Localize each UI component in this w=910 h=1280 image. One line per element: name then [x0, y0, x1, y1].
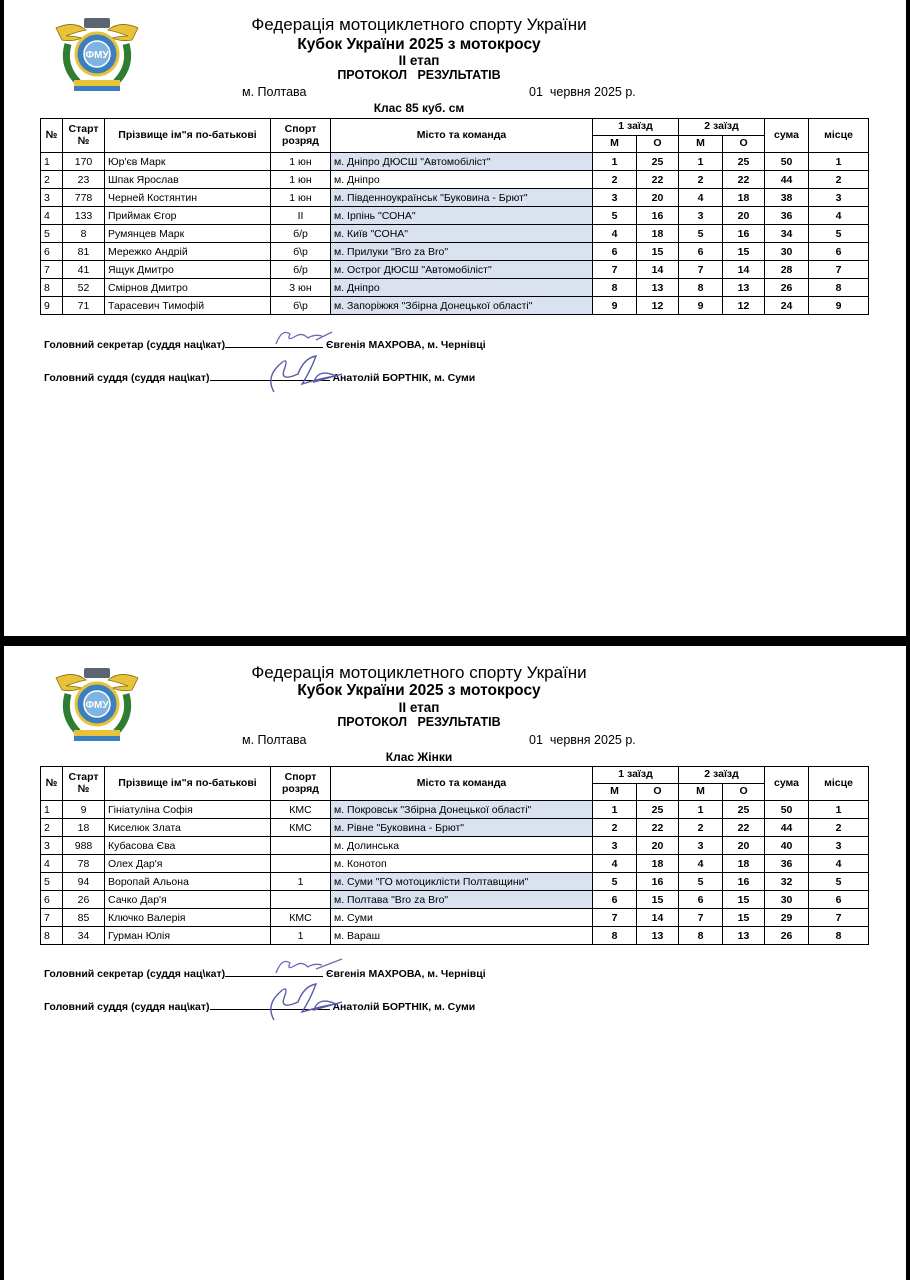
cell-start: 988	[63, 837, 105, 855]
cell-race2-o: 22	[723, 171, 765, 189]
table-row	[41, 153, 869, 171]
cell-name: Кубасова Єва	[105, 837, 271, 855]
cell-name: Ящук Дмитро	[105, 261, 271, 279]
cell-place: 2	[809, 819, 869, 837]
cell-place: 7	[809, 261, 869, 279]
cell-team: м. Київ "СОНА"	[331, 225, 593, 243]
cell-rank: 1 юн	[271, 153, 331, 171]
cell-race2-o: 22	[723, 819, 765, 837]
cell-race1-o: 18	[637, 855, 679, 873]
cell-race2-o: 18	[723, 189, 765, 207]
cell-start: 81	[63, 243, 105, 261]
cell-sum: 44	[765, 819, 809, 837]
col-name: Прізвище ім"я по-батькові	[105, 119, 271, 153]
col-o2: О	[723, 136, 765, 153]
cell-race2-o: 15	[723, 891, 765, 909]
cell-rank: 1	[271, 927, 331, 945]
cell-start: 34	[63, 927, 105, 945]
cell-num: 9	[41, 297, 63, 315]
cell-name: Черней Костянтин	[105, 189, 271, 207]
judge-label: Головний суддя (суддя нац\кат)	[44, 372, 210, 384]
secretary-label: Головний секретар (суддя нац\кат)	[44, 339, 226, 351]
cell-race1-o: 20	[637, 189, 679, 207]
cell-team: м. Дніпро	[331, 171, 593, 189]
cell-race2-m: 6	[679, 243, 723, 261]
table-row	[41, 207, 869, 225]
cell-rank: б/р	[271, 261, 331, 279]
cell-num: 8	[41, 279, 63, 297]
cell-team: м. Рівне "Буковина - Брют"	[331, 819, 593, 837]
cell-sum: 36	[765, 207, 809, 225]
col-place: місце	[809, 767, 869, 801]
cell-race1-m: 7	[593, 909, 637, 927]
cell-name: Шпак Ярослав	[105, 171, 271, 189]
cell-num: 4	[41, 855, 63, 873]
cell-rank: б/р	[271, 225, 331, 243]
cell-race2-m: 5	[679, 225, 723, 243]
cell-race1-o: 25	[637, 801, 679, 819]
cell-rank: ІІ	[271, 207, 331, 225]
cell-race1-m: 5	[593, 873, 637, 891]
cell-race2-m: 1	[679, 801, 723, 819]
cell-race1-o: 12	[637, 297, 679, 315]
cell-race1-m: 3	[593, 837, 637, 855]
cell-start: 8	[63, 225, 105, 243]
federation-title: Федерація мотоциклетного спорту України	[251, 663, 587, 682]
city-label: м. Полтава	[242, 85, 307, 99]
col-num: №	[41, 119, 63, 153]
cell-sum: 36	[765, 855, 809, 873]
cell-team: м. Долинська	[331, 837, 593, 855]
table-row	[41, 297, 869, 315]
cell-sum: 30	[765, 243, 809, 261]
cell-sum: 26	[765, 927, 809, 945]
cell-race2-o: 12	[723, 297, 765, 315]
cell-num: 7	[41, 261, 63, 279]
cell-race1-m: 7	[593, 261, 637, 279]
table-row	[41, 909, 869, 927]
class-title: Клас 85 куб. см	[373, 101, 465, 115]
col-m1: М	[593, 136, 637, 153]
judge-name: Анатолій БОРТНІК, м. Суми	[332, 1001, 476, 1013]
col-race1: 1 заїзд	[593, 119, 679, 136]
cell-race1-o: 25	[637, 153, 679, 171]
cell-rank: б\р	[271, 297, 331, 315]
cell-name: Мережко Андрій	[105, 243, 271, 261]
cell-team: м. Суми	[331, 909, 593, 927]
cell-team: м. Конотоп	[331, 855, 593, 873]
cell-team: м. Вараш	[331, 927, 593, 945]
cell-place: 6	[809, 891, 869, 909]
col-o1: О	[637, 784, 679, 801]
cell-team: м. Покровськ "Збірна Донецької області"	[331, 801, 593, 819]
cell-place: 4	[809, 855, 869, 873]
cell-place: 1	[809, 153, 869, 171]
cell-name: Юр'єв Марк	[105, 153, 271, 171]
cell-race2-m: 2	[679, 171, 723, 189]
cell-race2-o: 16	[723, 225, 765, 243]
cell-rank: КМС	[271, 909, 331, 927]
cell-race1-m: 2	[593, 171, 637, 189]
cell-place: 9	[809, 297, 869, 315]
cell-start: 94	[63, 873, 105, 891]
table-row	[41, 243, 869, 261]
cell-race2-m: 3	[679, 207, 723, 225]
cell-start: 170	[63, 153, 105, 171]
cell-race1-o: 14	[637, 909, 679, 927]
table-row	[41, 801, 869, 819]
cell-team: м. Острог ДЮСШ "Автомобіліст"	[331, 261, 593, 279]
judge-signature	[244, 348, 354, 396]
cell-sum: 50	[765, 153, 809, 171]
cell-num: 5	[41, 225, 63, 243]
table-row	[41, 171, 869, 189]
cell-team: м. Прилуки "Bro za Bro"	[331, 243, 593, 261]
col-race1: 1 заїзд	[593, 767, 679, 784]
cell-race1-m: 8	[593, 927, 637, 945]
svg-text:ФМУ: ФМУ	[85, 50, 109, 61]
col-o2: О	[723, 784, 765, 801]
cell-team: м. Дніпро ДЮСШ "Автомобіліст"	[331, 153, 593, 171]
cell-num: 1	[41, 801, 63, 819]
cup-title: Кубок України 2025 з мотокросу	[297, 36, 541, 53]
cell-race1-m: 4	[593, 855, 637, 873]
cell-place: 5	[809, 225, 869, 243]
protocol-title: ПРОТОКОЛ РЕЗУЛЬТАТІВ	[337, 68, 501, 82]
cell-race2-o: 20	[723, 207, 765, 225]
cell-start: 778	[63, 189, 105, 207]
col-race2: 2 заїзд	[679, 767, 765, 784]
cell-num: 3	[41, 837, 63, 855]
cell-race1-o: 18	[637, 225, 679, 243]
cell-race1-o: 20	[637, 837, 679, 855]
cell-race2-m: 8	[679, 927, 723, 945]
cell-place: 1	[809, 801, 869, 819]
cell-race2-m: 7	[679, 909, 723, 927]
cell-race1-m: 6	[593, 891, 637, 909]
cell-race2-m: 9	[679, 297, 723, 315]
cell-sum: 30	[765, 891, 809, 909]
cell-race1-m: 6	[593, 243, 637, 261]
cell-race2-o: 13	[723, 279, 765, 297]
cell-num: 6	[41, 243, 63, 261]
table-row	[41, 819, 869, 837]
col-m2: М	[679, 784, 723, 801]
cell-rank: КМС	[271, 801, 331, 819]
cell-place: 8	[809, 279, 869, 297]
cell-race1-o: 14	[637, 261, 679, 279]
cell-place: 6	[809, 243, 869, 261]
svg-text:ФМУ: ФМУ	[85, 700, 109, 711]
cell-race2-m: 7	[679, 261, 723, 279]
cell-num: 5	[41, 873, 63, 891]
cell-race1-m: 2	[593, 819, 637, 837]
cell-sum: 40	[765, 837, 809, 855]
col-race2: 2 заїзд	[679, 119, 765, 136]
cell-start: 9	[63, 801, 105, 819]
cell-race2-o: 13	[723, 927, 765, 945]
results-table	[40, 766, 869, 945]
cell-race2-m: 1	[679, 153, 723, 171]
results-table	[40, 118, 869, 315]
table-row	[41, 891, 869, 909]
cell-sum: 38	[765, 189, 809, 207]
cell-sum: 32	[765, 873, 809, 891]
cell-team: м. Південноукраїнськ "Буковина - Брют"	[331, 189, 593, 207]
cell-sum: 24	[765, 297, 809, 315]
cell-place: 8	[809, 927, 869, 945]
cell-race1-m: 8	[593, 279, 637, 297]
cell-race1-m: 4	[593, 225, 637, 243]
cell-num: 2	[41, 171, 63, 189]
col-start: Старт №	[63, 119, 105, 153]
col-o1: О	[637, 136, 679, 153]
cell-race1-o: 15	[637, 243, 679, 261]
cell-race2-o: 15	[723, 909, 765, 927]
cell-race2-o: 15	[723, 243, 765, 261]
cell-team: м. Суми "ГО мотоциклісти Полтавщини"	[331, 873, 593, 891]
judge-label: Головний суддя (суддя нац\кат)	[44, 1001, 210, 1013]
cell-rank: 1 юн	[271, 171, 331, 189]
cell-race2-o: 20	[723, 837, 765, 855]
cell-team: м. Дніпро	[331, 279, 593, 297]
col-team: Місто та команда	[331, 767, 593, 801]
cell-start: 41	[63, 261, 105, 279]
cell-rank: 1 юн	[271, 189, 331, 207]
secretary-signature	[272, 326, 338, 350]
secretary-name: Євгенія МАХРОВА, м. Чернівці	[326, 339, 486, 351]
cell-name: Воропай Альона	[105, 873, 271, 891]
col-m1: М	[593, 784, 637, 801]
cell-num: 4	[41, 207, 63, 225]
table-row	[41, 927, 869, 945]
table-row	[41, 873, 869, 891]
cell-race1-m: 3	[593, 189, 637, 207]
cell-num: 7	[41, 909, 63, 927]
cell-race1-m: 5	[593, 207, 637, 225]
cell-race2-m: 3	[679, 837, 723, 855]
cell-place: 3	[809, 189, 869, 207]
cell-sum: 50	[765, 801, 809, 819]
judge-signature	[244, 976, 354, 1024]
cell-name: Гініатуліна Софія	[105, 801, 271, 819]
cell-race1-m: 1	[593, 801, 637, 819]
cell-num: 6	[41, 891, 63, 909]
cell-sum: 28	[765, 261, 809, 279]
cell-race1-m: 1	[593, 153, 637, 171]
col-rank: Спорт розряд	[271, 767, 331, 801]
cell-name: Тарасевич Тимофій	[105, 297, 271, 315]
cell-num: 3	[41, 189, 63, 207]
cell-name: Ключко Валерія	[105, 909, 271, 927]
federation-title: Федерація мотоциклетного спорту України	[251, 15, 587, 34]
col-sum: сума	[765, 119, 809, 153]
cell-start: 52	[63, 279, 105, 297]
cell-team: м. Запоріжжя "Збірна Донецької області"	[331, 297, 593, 315]
stage-title: ІІ етап	[398, 700, 440, 715]
col-sum: сума	[765, 767, 809, 801]
cell-race1-o: 15	[637, 891, 679, 909]
cell-race2-o: 14	[723, 261, 765, 279]
cell-race2-o: 18	[723, 855, 765, 873]
cell-sum: 29	[765, 909, 809, 927]
cell-start: 85	[63, 909, 105, 927]
cell-race1-m: 9	[593, 297, 637, 315]
cell-name: Олех Дар'я	[105, 855, 271, 873]
cell-race1-o: 22	[637, 171, 679, 189]
col-rank: Спорт розряд	[271, 119, 331, 153]
cell-num: 8	[41, 927, 63, 945]
table-row	[41, 855, 869, 873]
col-name: Прізвище ім"я по-батькові	[105, 767, 271, 801]
cell-num: 1	[41, 153, 63, 171]
cell-rank: б\р	[271, 243, 331, 261]
cell-place: 5	[809, 873, 869, 891]
stage-title: ІІ етап	[398, 53, 440, 68]
protocol-page-85cc	[4, 0, 906, 636]
protocol-title: ПРОТОКОЛ РЕЗУЛЬТАТІВ	[337, 715, 501, 729]
cell-race2-m: 5	[679, 873, 723, 891]
date-label: 01 червня 2025 р.	[529, 733, 636, 747]
cell-rank: 3 юн	[271, 279, 331, 297]
col-start: Старт №	[63, 767, 105, 801]
secretary-label: Головний секретар (суддя нац\кат)	[44, 968, 226, 980]
cell-place: 7	[809, 909, 869, 927]
cell-start: 18	[63, 819, 105, 837]
cell-race2-o: 16	[723, 873, 765, 891]
cell-name: Гурман Юлія	[105, 927, 271, 945]
table-row	[41, 189, 869, 207]
cell-race2-m: 2	[679, 819, 723, 837]
date-label: 01 червня 2025 р.	[529, 85, 636, 99]
cell-race1-o: 13	[637, 927, 679, 945]
cell-race2-m: 8	[679, 279, 723, 297]
cell-place: 4	[809, 207, 869, 225]
cell-rank: 1	[271, 873, 331, 891]
secretary-name: Євгенія МАХРОВА, м. Чернівці	[326, 968, 486, 980]
cell-sum: 44	[765, 171, 809, 189]
cell-num: 2	[41, 819, 63, 837]
cell-race2-o: 25	[723, 801, 765, 819]
cell-name: Румянцев Марк	[105, 225, 271, 243]
col-place: місце	[809, 119, 869, 153]
col-num: №	[41, 767, 63, 801]
cell-place: 3	[809, 837, 869, 855]
cell-sum: 26	[765, 279, 809, 297]
cell-rank	[271, 837, 331, 855]
cell-place: 2	[809, 171, 869, 189]
cell-race1-o: 16	[637, 207, 679, 225]
cup-title: Кубок України 2025 з мотокросу	[297, 682, 541, 699]
cell-race2-m: 4	[679, 189, 723, 207]
cell-race1-o: 16	[637, 873, 679, 891]
class-title: Клас Жінки	[385, 750, 453, 764]
cell-team: м. Ірпінь "СОНА"	[331, 207, 593, 225]
table-row	[41, 261, 869, 279]
city-label: м. Полтава	[242, 733, 307, 747]
cell-race2-o: 25	[723, 153, 765, 171]
col-team: Місто та команда	[331, 119, 593, 153]
table-row	[41, 279, 869, 297]
table-row	[41, 837, 869, 855]
cell-name: Смірнов Дмитро	[105, 279, 271, 297]
col-m2: М	[679, 136, 723, 153]
cell-rank: КМС	[271, 819, 331, 837]
cell-race1-o: 22	[637, 819, 679, 837]
cell-start: 78	[63, 855, 105, 873]
cell-start: 26	[63, 891, 105, 909]
protocol-page-women	[4, 646, 906, 1280]
cell-name: Сачко Дар'я	[105, 891, 271, 909]
cell-start: 71	[63, 297, 105, 315]
cell-rank	[271, 855, 331, 873]
cell-race2-m: 6	[679, 891, 723, 909]
cell-sum: 34	[765, 225, 809, 243]
cell-rank	[271, 891, 331, 909]
cell-race2-m: 4	[679, 855, 723, 873]
cell-race1-o: 13	[637, 279, 679, 297]
cell-team: м. Полтава "Bro za Bro"	[331, 891, 593, 909]
cell-start: 23	[63, 171, 105, 189]
cell-name: Приймак Єгор	[105, 207, 271, 225]
cell-name: Киселюк Злата	[105, 819, 271, 837]
judge-name: Анатолій БОРТНІК, м. Суми	[332, 372, 476, 384]
table-row	[41, 225, 869, 243]
cell-start: 133	[63, 207, 105, 225]
